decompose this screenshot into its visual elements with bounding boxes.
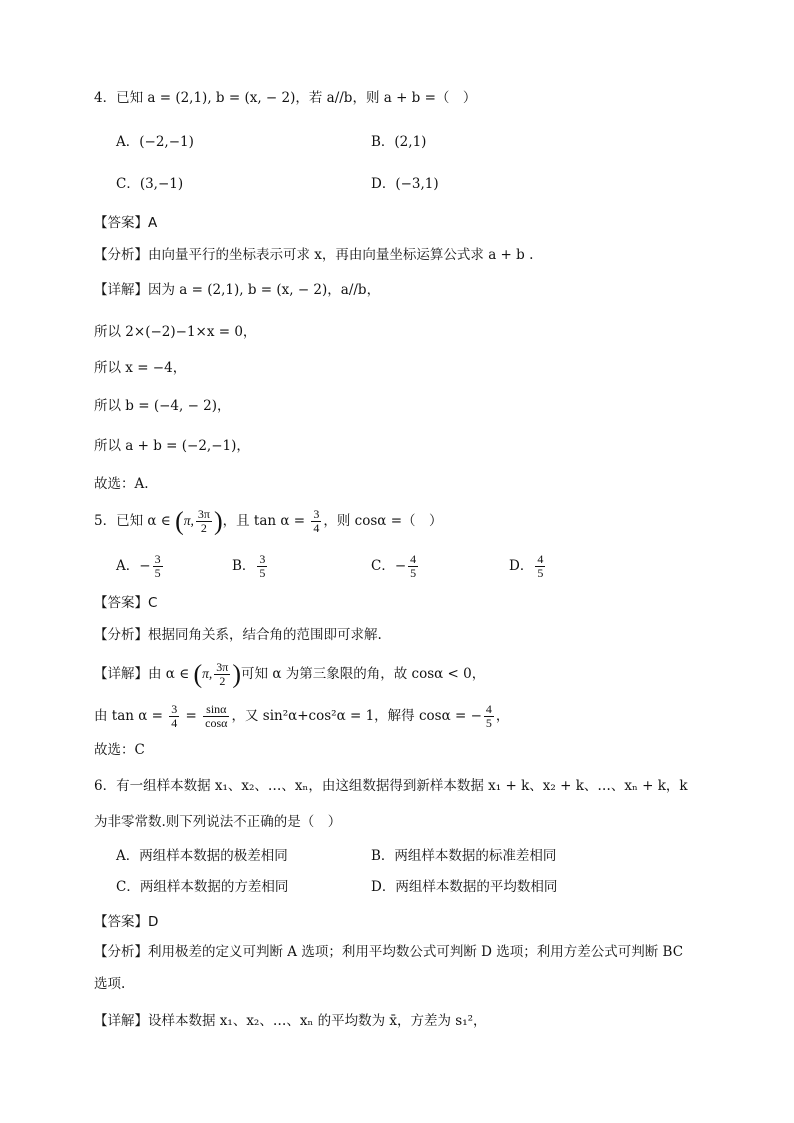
q5-option-d: D． $\frac{4}{5}$ — [509, 552, 544, 580]
q6-option-d: D．两组样本数据的平均数相同 — [371, 879, 558, 895]
q4-step-4: 所以 a + b = (−2,−1)， — [94, 438, 250, 454]
q6-answer: 【答案】D — [94, 914, 159, 930]
q4-step-2: 所以 x = −4， — [94, 360, 187, 376]
q4-analysis: 【分析】由向量平行的坐标表示可求 x，再由向量坐标运算公式求 a + b . — [94, 247, 534, 263]
q5-detail-line2: 由 tan α = $\frac{3}{4}$ = $\frac{\sin\alpha}{\cos\alpha}$ ，又 sin²α+cos²α = 1，解得 cosα = − $\frac{4}{5}$ ， — [94, 702, 510, 730]
q5-stem-suffix: ，则 cosα =（ ） — [323, 513, 443, 529]
q6-analysis-2: 选项. — [94, 976, 126, 992]
q5-option-a: A．− $\frac{3}{5}$ — [116, 552, 161, 580]
q5-tan-frac: $\frac{3}{4}$ — [313, 507, 320, 535]
q5-answer: 【答案】C — [94, 595, 158, 611]
q5-choose: 故选：C — [94, 742, 145, 758]
q4-option-a: A．(−2,−1) — [116, 134, 194, 150]
q5-analysis: 【分析】根据同角关系，结合角的范围即可求解. — [94, 627, 382, 643]
q6-option-c: C．两组样本数据的方差相同 — [116, 879, 289, 895]
q4-step-3: 所以 b = (−4, − 2)， — [94, 398, 231, 414]
q4-option-c: C．(3,−1) — [116, 176, 184, 192]
q6-option-b: B．两组样本数据的标准差相同 — [371, 848, 557, 864]
q5-interval-left: π, — [183, 513, 194, 528]
q6-stem-1: 6．有一组样本数据 x₁、x₂、…、xₙ，由这组数据得到新样本数据 x₁ + k、x₂ + k、…、xₙ + k，k — [94, 778, 688, 794]
q5-detail: 【详解】由 α ∈ (π, $\frac{3\pi}{2}$ )可知 α 为第三象限的角，故 cosα < 0， — [94, 659, 486, 689]
q4-detail: 【详解】因为 a = (2,1), b = (x, − 2)，a//b， — [94, 282, 381, 298]
q4-answer: 【答案】A — [94, 215, 158, 231]
q4-stem: 4．已知 a = (2,1), b = (x, − 2)，若 a//b，则 a + b =（ ） — [94, 90, 477, 106]
q6-detail: 【详解】设样本数据 x₁、x₂、…、xₙ 的平均数为 x̄，方差为 s₁²， — [94, 1013, 487, 1029]
q5-option-c: C．− $\frac{4}{5}$ — [371, 552, 417, 580]
q5-stem: 5．已知 α ∈ (π, $\frac{3\pi}{2}$ )，且 tan α = $\frac{3}{4}$ ，则 cosα =（ ） — [94, 506, 443, 536]
q5-stem-prefix: 5．已知 α ∈ — [94, 513, 176, 529]
q6-option-a: A．两组样本数据的极差相同 — [116, 848, 288, 864]
q5-option-b: B． $\frac{3}{5}$ — [232, 552, 266, 580]
q6-stem-2: 为非零常数.则下列说法不正确的是（ ） — [94, 814, 342, 830]
q5-interval-frac: $\frac{3\pi}{2}$ — [197, 507, 210, 535]
q6-analysis-1: 【分析】利用极差的定义可判断 A 选项；利用平均数公式可判断 D 选项；利用方差公式可判断 BC — [94, 944, 684, 960]
q5-stem-mid: ，且 tan α = — [222, 513, 310, 529]
q4-option-b: B．(2,1) — [371, 134, 427, 150]
q4-choose: 故选：A. — [94, 476, 149, 492]
q4-option-d: D．(−3,1) — [371, 176, 439, 192]
q4-step-1: 所以 2×(−2)−1×x = 0， — [94, 324, 257, 340]
